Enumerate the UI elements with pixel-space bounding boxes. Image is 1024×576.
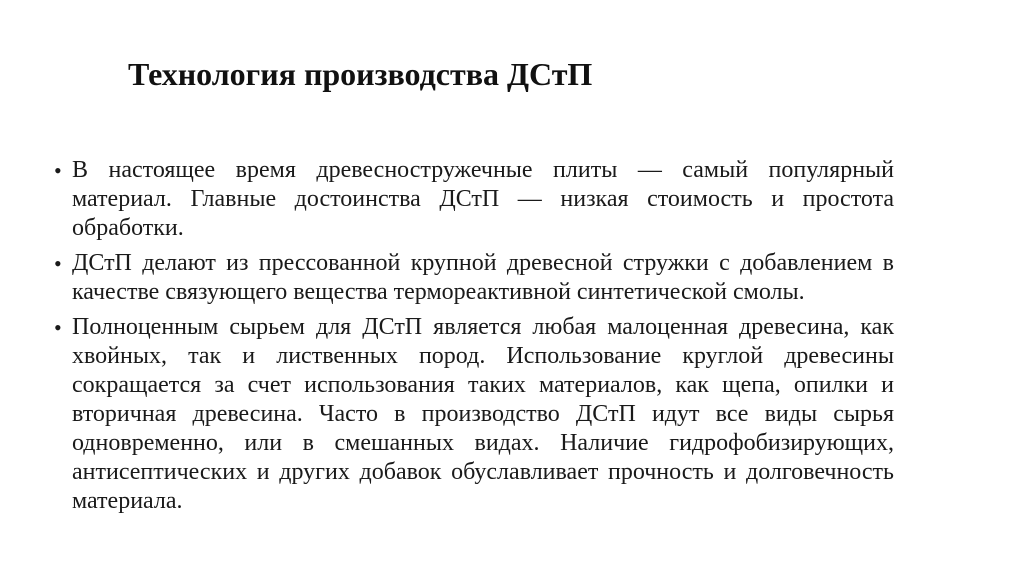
bullet-list bbox=[52, 156, 894, 522]
bullet-text: В настоящее время древесностружечные плиты — самый популярный материал. Главные достоинства ДСтП — низкая стоимость и простота обработки. bbox=[72, 157, 894, 241]
slide-title: Технология производства ДСтП bbox=[128, 56, 593, 92]
bullet-marker: • bbox=[54, 315, 62, 340]
bullet-text: Полноценным сырьем для ДСтП является любая малоценная древесина, как хвойных, так и лиственных пород. Использование круглой древесины сокращается за счет использования таких материалов, как щепа, опилки и вторичная древесина. Часто в производство ДСтП идут все виды сырья одновременно, или в смешанных видах. Наличие гидрофобизирующих, антисептических и других добавок обуславливает прочность и долговечность материала. bbox=[72, 314, 894, 514]
bullet-item bbox=[52, 156, 894, 243]
bullet-marker: • bbox=[54, 251, 62, 276]
bullet-item bbox=[52, 313, 894, 516]
bullet-item bbox=[52, 249, 894, 307]
bullet-text: ДСтП делают из прессованной крупной древесной стружки с добавлением в качестве связующего вещества термореактивной синтетической смолы. bbox=[72, 250, 894, 305]
bullet-marker: • bbox=[54, 158, 62, 183]
